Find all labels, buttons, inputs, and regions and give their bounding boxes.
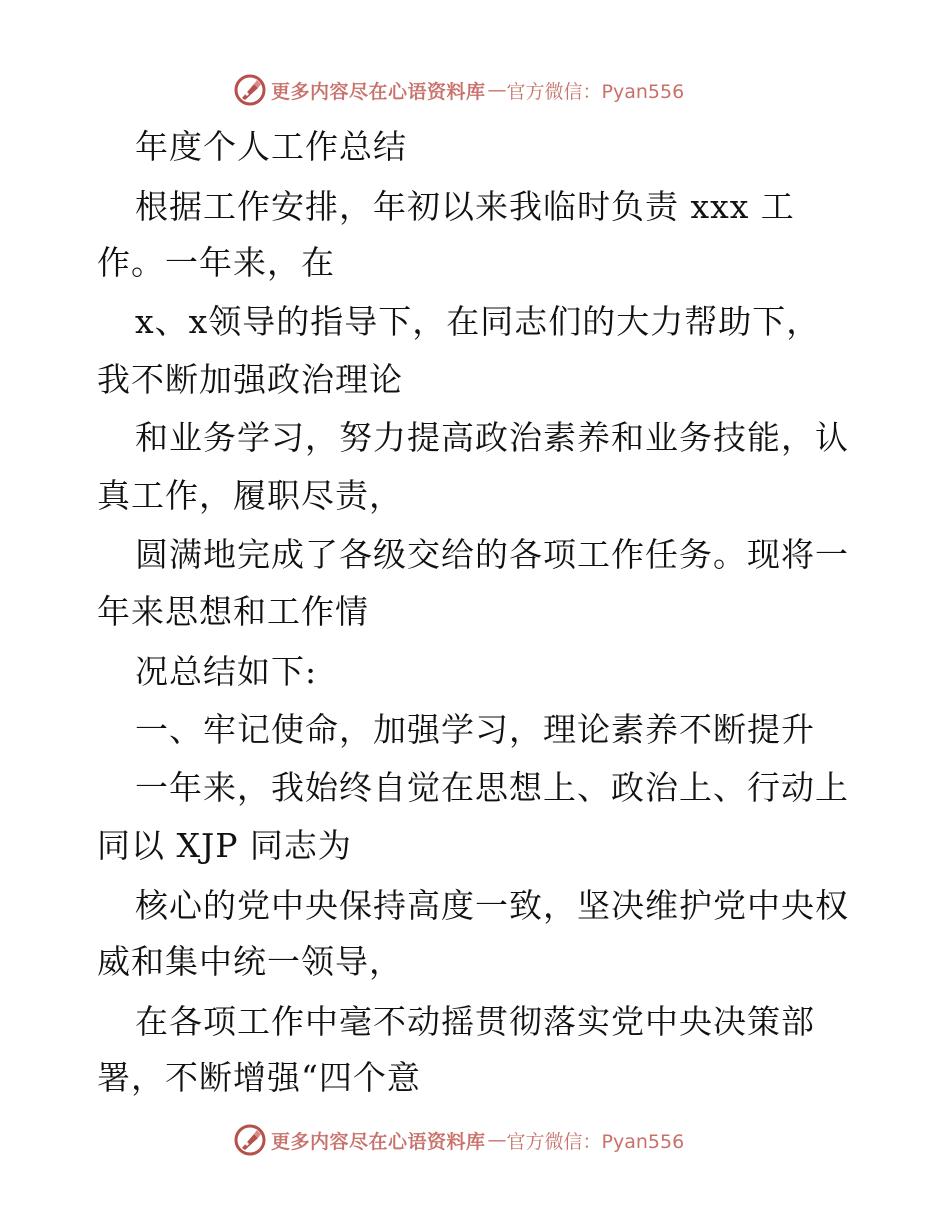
banner-separator: — (487, 1129, 505, 1151)
paragraph-line: 在各项工作中毫不动摇贯彻落实党中央决策部 (135, 1002, 815, 1041)
paragraph-line: 真工作，履职尽责， (97, 476, 403, 515)
banner-separator: — (487, 79, 505, 101)
paragraph-line: 圆满地完成了各级交给的各项工作任务。现将一 (135, 535, 849, 574)
paragraph-line: 作。一年来，在 (97, 243, 335, 282)
header-watermark-banner (233, 70, 684, 110)
banner-wechat-text: 官方微信：Pyan556 (506, 1130, 685, 1153)
paragraph-line: 一年来，我始终自觉在思想上、政治上、行动上 (135, 768, 849, 807)
paragraph-line: 况总结如下: (135, 652, 318, 691)
paragraph-line: 我不断加强政治理论 (97, 360, 403, 399)
pen-nib-circle-icon (233, 1123, 267, 1157)
paragraph-line: x、x领导的指导下，在同志们的大力帮助下， (135, 302, 821, 341)
paragraph-line: 根据工作安排，年初以来我临时负责 xxx 工 (135, 187, 795, 226)
paragraph-line: 核心的党中央保持高度一致，坚决维护党中央权 (135, 886, 849, 925)
paragraph-line: 威和集中统一领导， (97, 942, 403, 981)
paragraph-line: 年来思想和工作情 (97, 592, 369, 631)
paragraph-line: 署，不断增强“四个意 (97, 1058, 421, 1097)
banner-main-text: 更多内容尽在心语资料库 (271, 1130, 486, 1153)
section-heading: 一、牢记使命，加强学习，理论素养不断提升 (135, 710, 815, 749)
paragraph-line: 和业务学习，努力提高政治素养和业务技能，认 (135, 418, 849, 457)
document-title: 年度个人工作总结 (135, 127, 407, 166)
pen-nib-circle-icon (233, 73, 267, 107)
footer-watermark-banner (233, 1120, 684, 1160)
banner-wechat-text: 官方微信：Pyan556 (506, 80, 685, 103)
paragraph-line: 同以 XJP 同志为 (97, 826, 352, 865)
banner-main-text: 更多内容尽在心语资料库 (271, 80, 486, 103)
